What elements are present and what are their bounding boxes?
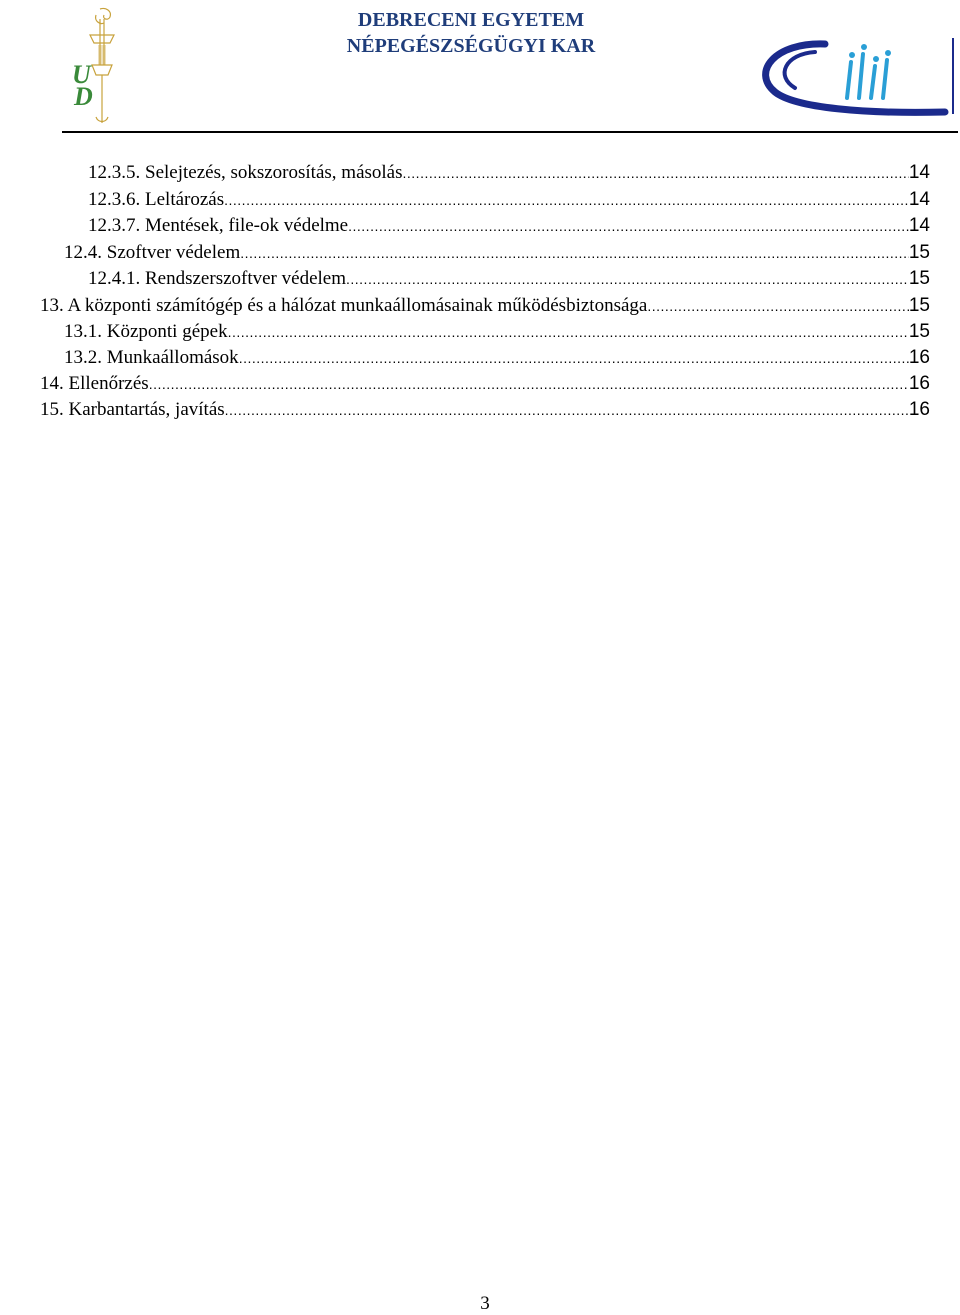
toc-entry[interactable] bbox=[40, 371, 930, 397]
toc-entry-label: 13. A központi számítógép és a hálózat munkaállomásainak működésbiztonsága bbox=[40, 295, 648, 316]
page-number: 3 bbox=[480, 1293, 490, 1314]
toc-entry[interactable] bbox=[88, 187, 930, 213]
toc-entry-label: 12.3.7. Mentések, file-ok védelme bbox=[88, 215, 349, 236]
institution-name: DEBRECENI EGYETEM bbox=[357, 9, 585, 31]
toc-entry[interactable] bbox=[40, 293, 930, 319]
toc-entry[interactable] bbox=[88, 213, 930, 239]
toc-entry[interactable] bbox=[64, 319, 930, 345]
logo-letter-u: U bbox=[72, 60, 91, 89]
toc-entry-page: 15 bbox=[908, 242, 930, 263]
toc-leader-dots bbox=[239, 345, 909, 371]
toc-entry-page: 16 bbox=[908, 347, 930, 368]
toc-leader-dots bbox=[348, 213, 909, 239]
toc-entry-page: 16 bbox=[908, 399, 930, 420]
toc-entry-label: 12.4.1. Rendszerszoftver védelem bbox=[88, 268, 346, 289]
toc-leader-dots bbox=[403, 160, 909, 186]
logo-letter-d: D bbox=[74, 82, 93, 111]
toc-entry[interactable] bbox=[88, 160, 930, 186]
toc-entry-label: 14. Ellenőrzés bbox=[40, 373, 149, 394]
toc-leader-dots bbox=[346, 266, 909, 292]
toc-entry-page: 15 bbox=[908, 268, 930, 289]
toc-entry-page: 14 bbox=[908, 189, 930, 210]
toc-leader-dots bbox=[240, 240, 909, 266]
toc-entry-page: 14 bbox=[908, 162, 930, 183]
toc-entry-label: 13.1. Központi gépek bbox=[64, 321, 228, 342]
institution-title bbox=[300, 7, 642, 59]
header-divider bbox=[62, 131, 958, 133]
toc-entry-page: 15 bbox=[908, 321, 930, 342]
toc-leader-dots bbox=[228, 319, 909, 345]
page-header bbox=[0, 0, 960, 134]
faculty-name: NÉPEGÉSZSÉGÜGYI KAR bbox=[346, 35, 596, 57]
toc-entry-label: 12.3.5. Selejtezés, sokszorosítás, másolás bbox=[88, 162, 403, 183]
faculty-logo bbox=[755, 32, 955, 122]
toc-leader-dots bbox=[647, 293, 909, 319]
toc-entry-page: 14 bbox=[908, 215, 930, 236]
toc-entry-page: 15 bbox=[908, 295, 930, 316]
toc-entry-label: 13.2. Munkaállomások bbox=[64, 347, 239, 368]
toc-entry-label: 12.3.6. Leltározás bbox=[88, 189, 225, 210]
toc-entry-label: 12.4. Szoftver védelem bbox=[64, 242, 241, 263]
toc-entry[interactable] bbox=[88, 266, 930, 292]
toc-entry[interactable] bbox=[40, 397, 930, 423]
toc-leader-dots bbox=[224, 187, 909, 213]
toc-leader-dots bbox=[225, 397, 909, 423]
toc-entry-label: 15. Karbantartás, javítás bbox=[40, 399, 225, 420]
toc-entry[interactable] bbox=[64, 240, 930, 266]
toc-entry[interactable] bbox=[64, 345, 930, 371]
toc-entry-page: 16 bbox=[908, 373, 930, 394]
university-logo bbox=[60, 5, 130, 127]
toc-leader-dots bbox=[149, 371, 909, 397]
